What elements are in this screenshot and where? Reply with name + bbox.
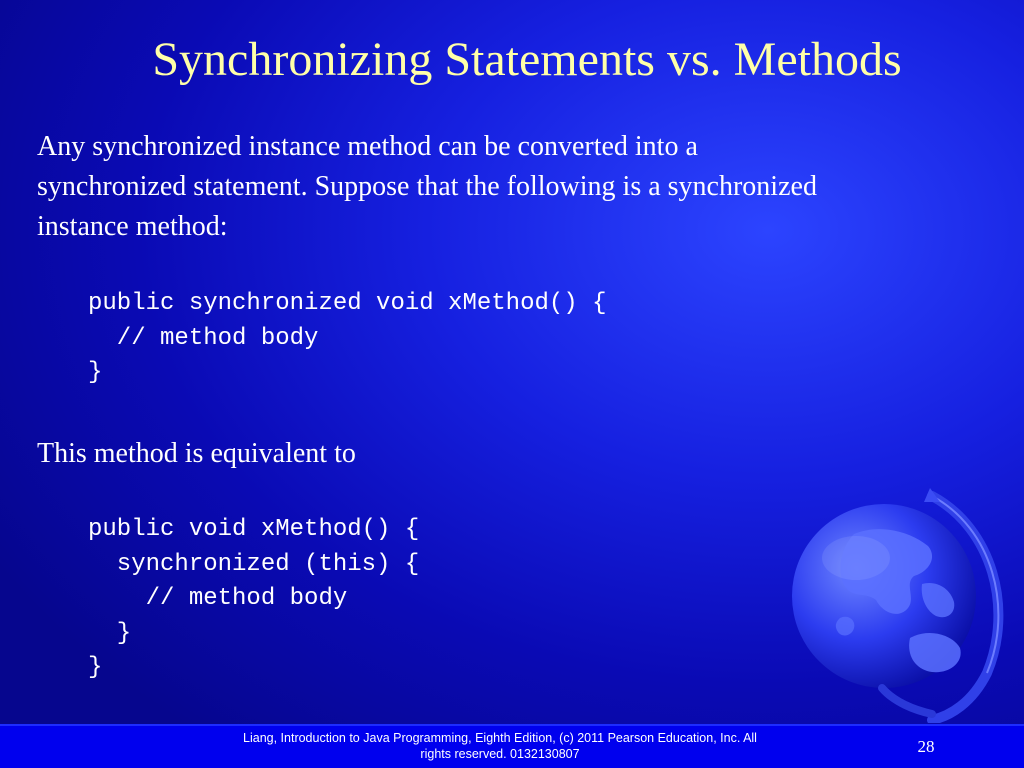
- equivalence-text: This method is equivalent to: [37, 438, 356, 469]
- slide-title: Synchronizing Statements vs. Methods: [152, 33, 902, 86]
- intro-line: Any synchronized instance method can be converted into a: [37, 131, 698, 162]
- code-line: }: [88, 654, 103, 681]
- copyright-line: Liang, Introduction to Java Programming, Eighth Edition, (c) 2011 Pearson Education, Inc. All: [243, 731, 757, 745]
- code-block-synchronized-method: [88, 287, 606, 391]
- copyright-notice: [190, 730, 810, 762]
- globe-icon: [782, 488, 1012, 723]
- code-block-synchronized-statement: [88, 513, 419, 686]
- code-line: public void xMethod() {: [88, 516, 420, 543]
- copyright-line: rights reserved. 0132130807: [420, 747, 580, 761]
- code-line: // method body: [88, 324, 319, 352]
- code-line: public synchronized void xMethod() {: [88, 290, 607, 317]
- intro-line: synchronized statement. Suppose that the following is a synchronized: [37, 171, 817, 202]
- footer-bar: [0, 724, 1024, 768]
- code-line: }: [88, 619, 132, 647]
- page-number: 28: [917, 737, 935, 756]
- code-line: // method body: [88, 585, 348, 612]
- intro-line: instance method:: [37, 211, 228, 242]
- code-line: synchronized (this) {: [88, 550, 420, 578]
- code-line: }: [88, 359, 103, 386]
- intro-paragraph: [37, 127, 997, 247]
